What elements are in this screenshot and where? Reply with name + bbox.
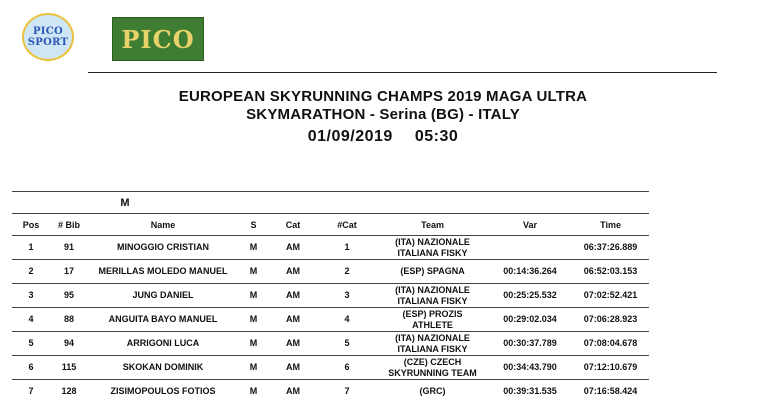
cell-cat: AM [286,242,301,252]
cell-var: 00:29:02.034 [503,314,557,324]
logo-word-1: PICO [32,26,64,37]
col-header-sex: S [238,214,269,236]
group-header-row [12,192,649,214]
cell-cat-pos: 6 [344,362,350,372]
team-line-2: ITALIANA FISKY [397,295,468,306]
cell-name: ZISIMOPOULOS FOTIOS [110,386,216,396]
col-header-name: Name [88,214,238,236]
cell-sex: M [249,314,258,324]
cell-team [377,260,488,284]
header-divider [88,72,717,73]
cell-name: MINOGGIO CRISTIAN [117,242,210,252]
logo-word-2: SPORT [27,37,69,48]
group-label: M [12,192,238,214]
col-header-cat-pos: #Cat [317,214,377,236]
cell-pos: 3 [28,290,34,300]
table-row [12,308,649,332]
table-row [12,284,649,308]
cell-bib: 94 [63,338,74,348]
cell-cat: AM [286,314,301,324]
cell-time: 06:52:03.153 [583,266,638,276]
cell-bib: 88 [63,314,74,324]
table-row [12,356,649,380]
cell-var: 00:25:25.532 [503,290,557,300]
team-line-1: (ITA) NAZIONALE [395,284,470,295]
cell-name: JUNG DANIEL [132,290,194,300]
cell-team [377,356,488,380]
team-line-1: (ITA) NAZIONALE [395,236,470,247]
cell-cat: AM [286,338,301,348]
cell-time: 07:08:04.678 [583,338,638,348]
col-header-team: Team [377,214,488,236]
pico-green-logo [112,17,204,61]
cell-name: SKOKAN DOMINIK [122,362,204,372]
team-line-2: ATHLETE [412,319,453,330]
cell-team [377,284,488,308]
cell-bib: 91 [63,242,74,252]
cell-name: ARRIGONI LUCA [126,338,200,348]
cell-sex: M [249,242,258,252]
team-line-1: (CZE) CZECH [403,356,462,367]
cell-cat-pos: 5 [344,338,350,348]
cell-var [488,236,572,260]
cell-pos: 5 [28,338,34,348]
cell-cat: AM [286,290,301,300]
team-line-2: SKYRUNNING TEAM [388,367,477,378]
cell-time: 06:37:26.889 [583,242,638,252]
race-time: 05:30 [414,128,459,145]
col-header-pos: Pos [12,214,50,236]
page-title-line-1: EUROPEAN SKYRUNNING CHAMPS 2019 MAGA ULTRA [178,88,588,105]
cell-team [377,332,488,356]
cell-var: 00:30:37.789 [503,338,557,348]
cell-time: 07:02:52.421 [583,290,638,300]
cell-var: 00:34:43.790 [503,362,557,372]
col-header-time: Time [572,214,649,236]
pico-sport-logo [22,13,74,61]
cell-cat-pos: 1 [344,242,350,252]
cell-pos: 1 [28,242,34,252]
results-table [12,191,649,403]
col-header-bib: # Bib [50,214,88,236]
col-header-cat: Cat [269,214,317,236]
table-row [12,332,649,356]
cell-sex: M [249,338,258,348]
team-line-2: ITALIANA FISKY [397,247,468,258]
cell-cat-pos: 3 [344,290,350,300]
cell-sex: M [249,386,258,396]
cell-time: 07:16:58.424 [583,386,638,396]
column-header-row [12,214,649,236]
page-title-line-2: SKYMARATHON - Serina (BG) - ITALY [246,106,520,123]
cell-pos: 2 [28,266,34,276]
cell-sex: M [249,266,258,276]
table-row [12,260,649,284]
cell-name: ANGUITA BAYO MANUEL [108,314,218,324]
cell-bib: 115 [61,362,77,372]
cell-time: 07:12:10.679 [583,362,638,372]
cell-name: MERILLAS MOLEDO MANUEL [98,266,228,276]
cell-team [377,236,488,260]
team-line-1: (GRC) [419,386,446,396]
cell-sex: M [249,290,258,300]
cell-var: 00:14:36.264 [503,266,557,276]
cell-sex: M [249,362,258,372]
cell-cat: AM [286,386,301,396]
team-line-1: (ITA) NAZIONALE [395,332,470,343]
cell-cat-pos: 2 [344,266,350,276]
team-line-1: (ESP) PROZIS [402,308,463,319]
cell-pos: 4 [28,314,34,324]
cell-bib: 128 [61,386,77,396]
cell-team [377,308,488,332]
cell-pos: 7 [28,386,34,396]
cell-time: 07:06:28.923 [583,314,638,324]
cell-cat-pos: 4 [344,314,350,324]
cell-cat: AM [286,266,301,276]
logo-text: PICO [121,24,195,54]
cell-cat: AM [286,362,301,372]
team-line-1: (ESP) SPAGNA [400,266,465,276]
cell-team [377,380,488,404]
team-line-2: ITALIANA FISKY [397,343,468,354]
cell-pos: 6 [28,362,34,372]
cell-bib: 95 [63,290,74,300]
col-header-var: Var [488,214,572,236]
table-row [12,236,649,260]
cell-cat-pos: 7 [344,386,350,396]
race-datetime [0,128,766,146]
cell-var: 00:39:31.535 [503,386,557,396]
table-row [12,380,649,404]
race-date: 01/09/2019 [307,128,393,145]
cell-bib: 17 [63,266,74,276]
